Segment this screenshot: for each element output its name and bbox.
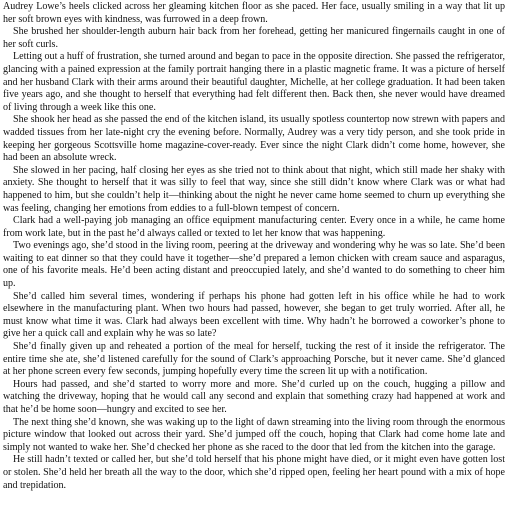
paragraph-8: She’d called him several times, wondering if perhaps his phone had gotten left in his office while he had to work elsewhere in the manufacturing plant. When two hours had passed, however, she began to get truly worried. After all, he must know what time it was. Clark had always been excellent with time. Why hadn’t he borrowed a coworker’s phone to give her a quick call and explain why he was so late? <box>3 290 505 340</box>
paragraph-6: Clark had a well-paying job managing an office equipment manufacturing center. Every once in a while, he came home from work late, but in the past he’d always called or texted to let her know that was happening. <box>3 215 505 239</box>
paragraph-2: She brushed her shoulder-length auburn hair back from her forehead, getting her manicured fingernails caught in one of her soft curls. <box>3 26 505 50</box>
paragraph-12: He still hadn’t texted or called her, but she’d told herself that his phone might have died, or it might even have gotten lost or stolen. She’d held her breath all the way to the door, which she’d ripped open, feeling her heart pound with a mix of hope and trepidation. <box>3 454 505 491</box>
paragraph-5: She slowed in her pacing, half closing her eyes as she tried not to think about that night, which still made her shaky with anxiety. She thought to herself that it was silly to feel that way, since she still didn’t know where Clark was or what had happened to him, but she couldn’t help it—thinking about the night he never came home seemed to churn up everything she was feeling, changing her emotions from eddies to a full-blown tempest of concern. <box>3 164 505 214</box>
paragraph-10: Hours had passed, and she’d started to worry more and more. She’d curled up on the couch, hugging a pillow and watching the driveway, hoping that he would call any second and explain that something crazy had happened at work and that he’d be home soon—hungry and excited to see her. <box>3 378 505 415</box>
paragraph-11: The next thing she’d known, she was waking up to the light of dawn streaming into the living room through the enormous picture window that looked out across their yard. She’d jumped off the couch, hoping that Clark had come home late and simply not wanted to wake her. She’d checked her phone as she raced to the door that led from the kitchen into the garage. <box>3 416 505 453</box>
paragraph-4: She shook her head as she passed the end of the kitchen island, its usually spotless countertop now strewn with papers and wadded tissues from her late-night cry the evening before. Normally, Audrey was a very tidy person, and she took pride in keeping her gorgeous Scottsville home magazine-cover-ready. Ever since the night Clark didn’t come home, however, she had been an absolute wreck. <box>3 114 505 164</box>
paragraph-7: Two evenings ago, she’d stood in the living room, peering at the driveway and wondering why he was so late. She’d been waiting to eat dinner so that they could have it together—she’d prepared a lemon chicken with cream sauce and asparagus, one of his favorite meals. He’d been acting distant and preoccupied lately, and she’d wanted to do something to cheer him up. <box>3 240 505 290</box>
paragraph-3: Letting out a huff of frustration, she turned around and began to pace in the opposite direction. She passed the refrigerator, glancing with a pained expression at the family portrait hanging there in a plastic magnetic frame. It was a picture of herself and her husband Clark with their arms around their beautiful daughter, Michelle, at her college graduation. It had been taken five years ago, and she thought to herself that everything had felt different then. Back then, she never would have dreamed of living through a week like this one. <box>3 51 505 113</box>
paragraph-1: Audrey Lowe’s heels clicked across her gleaming kitchen floor as she paced. Her face, usually smiling in a way that lit up her soft brown eyes with kindness, was furrowed in a deep frown. <box>3 1 505 25</box>
paragraph-9: She’d finally given up and reheated a portion of the meal for herself, tucking the rest of it inside the refrigerator. The entire time she ate, she’d listened carefully for the sound of Clark’s approaching Porsche, but it never came. She’d glanced at her phone screen every few seconds, jumping hopefully every time the screen lit up with a notification. <box>3 341 505 378</box>
